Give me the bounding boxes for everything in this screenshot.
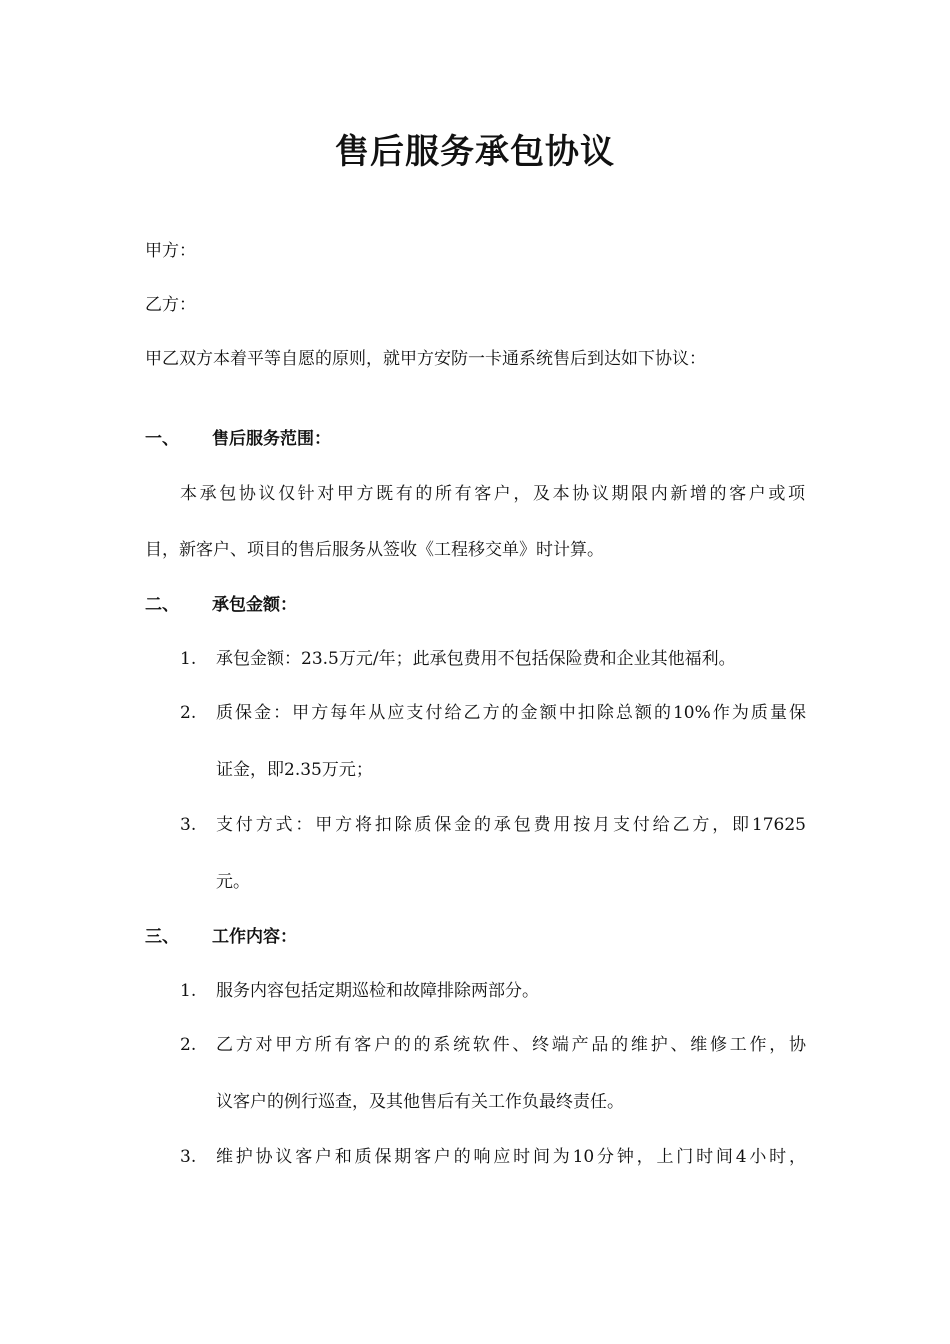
section-heading: 工作内容： — [212, 927, 297, 947]
paragraph-line: 本承包协议仅针对甲方既有的所有客户，及本协议期限内新增的客户或项 — [180, 484, 805, 504]
section-heading: 承包金额： — [212, 595, 297, 615]
section-number: 二、 — [145, 595, 179, 615]
list-item-line: 承包金额：23.5万元/年；此承包费用不包括保险费和企业其他福利。 — [216, 649, 736, 669]
list-number: 2. — [180, 703, 197, 723]
section-number: 三、 — [145, 927, 179, 947]
party-a-label: 甲方： — [145, 241, 196, 261]
list-number: 2. — [180, 1035, 197, 1055]
preamble-text: 甲乙双方本着平等自愿的原则，就甲方安防一卡通系统售后到达如下协议： — [145, 349, 706, 369]
list-item-line: 服务内容包括定期巡检和故障排除两部分。 — [216, 981, 539, 1001]
list-item-line: 维护协议客户和质保期客户的响应时间为10分钟，上门时间4小时， — [216, 1147, 806, 1167]
list-number: 3. — [180, 815, 197, 835]
list-item-line: 乙方对甲方所有客户的的系统软件、终端产品的维护、维修工作，协 — [216, 1035, 806, 1055]
list-item-line: 议客户的例行巡查，及其他售后有关工作负最终责任。 — [216, 1092, 624, 1112]
list-number: 1. — [180, 649, 197, 669]
paragraph-line: 目，新客户、项目的售后服务从签收《工程移交单》时计算。 — [145, 540, 604, 560]
section-number: 一、 — [145, 429, 179, 449]
list-item-line: 支付方式：甲方将扣除质保金的承包费用按月支付给乙方，即17625 — [216, 815, 806, 835]
list-number: 1. — [180, 981, 197, 1001]
party-b-label: 乙方： — [145, 295, 196, 315]
list-number: 3. — [180, 1147, 197, 1167]
list-item-line: 质保金：甲方每年从应支付给乙方的金额中扣除总额的10%作为质量保 — [216, 703, 806, 723]
list-item-line: 元。 — [216, 872, 250, 892]
document-title: 售后服务承包协议 — [335, 132, 615, 172]
list-item-line: 证金，即2.35万元； — [216, 760, 373, 780]
section-heading: 售后服务范围： — [212, 429, 331, 449]
